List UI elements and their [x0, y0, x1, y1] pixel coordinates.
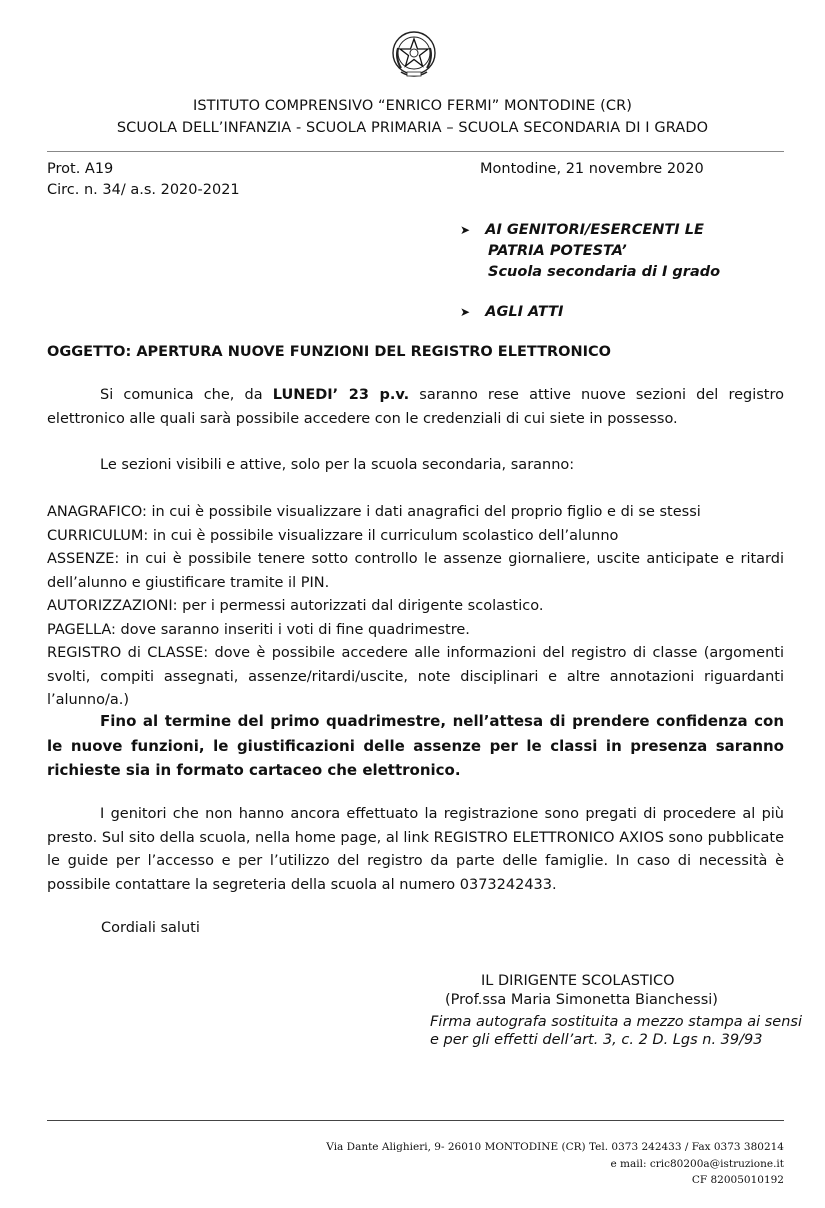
recipient-records [460, 302, 563, 323]
place-date: Montodine, 21 novembre 2020 [480, 161, 704, 177]
section-item: ANAGRAFICO: in cui è possibile visualizzare i dati anagrafici del proprio figlio e di se stessi [47, 504, 701, 520]
recipient-line: AGLI ATTI [485, 304, 564, 320]
recipient-line: Scuola secondaria di I grado [488, 264, 721, 280]
registration-paragraph: I genitori che non hanno ancora effettuato la registrazione sono pregati di procedere al più presto. Sul sito della scuola, nella home page, al link REGISTRO ELETTRONICO AXIOS sono pubblicate le guide per l’accesso e per l’utilizzo del registro da parte delle famiglie. In caso di necessità è possibile contattare la segreteria della scuola al numero 0373242433. [47, 806, 784, 893]
protocol-number: Prot. A19 [47, 161, 114, 177]
recipient-line: AI GENITORI/ESERCENTI LE [485, 222, 704, 238]
school-levels: SCUOLA DELL’INFANZIA - SCUOLA PRIMARIA – SCUOLA SECONDARIA DI I GRADO [116, 120, 709, 136]
section-item: AUTORIZZAZIONI: per i permessi autorizzati dal dirigente scolastico. [47, 598, 544, 614]
signature-note-line: e per gli effetti dell’art. 3, c. 2 D. Lgs n. 39/93 [430, 1032, 763, 1048]
arrowhead-bullet-icon: ➤ [460, 305, 471, 319]
footer-tax-code: CF 82005010192 [691, 1174, 784, 1186]
section-item: PAGELLA: dove saranno inseriti i voti di fine quadrimestre. [47, 621, 470, 638]
start-date-highlight: LUNEDI’ 23 p.v. [272, 387, 410, 403]
footer-email: e mail: cric80200a@istruzione.it [610, 1157, 784, 1170]
signature-note-line: Firma autografa sostituita a mezzo stampa ai sensi [430, 1014, 802, 1030]
footer-divider [47, 1120, 784, 1121]
signatory-title: IL DIRIGENTE SCOLASTICO [481, 973, 675, 989]
arrowhead-bullet-icon: ➤ [460, 223, 471, 237]
closing-greeting: Cordiali saluti [101, 920, 200, 936]
footer-address: Via Dante Alighieri, 9- 26010 MONTODINE (CR) Tel. 0373 242433 / Fax 0373 380214 [326, 1141, 784, 1153]
recipient-parents [460, 220, 720, 283]
section-item: REGISTRO di CLASSE: dove è possibile accedere alle informazioni del registro di classe (argomenti svolti, compiti assegnati, assenze/ritardi/uscite, note disciplinari e altre annotazioni riguardanti l’alunno/a.) [47, 645, 784, 708]
section-item: CURRICULUM: in cui è possibile visualizzare il curriculum scolastico dell’alunno [47, 527, 619, 544]
section-item: ASSENZE: in cui è possibile tenere sotto controllo le assenze giornaliere, uscite anticipate e ritardi dell’alunno e giustificare tramite il PIN. [47, 551, 784, 591]
circular-number: Circ. n. 34/ a.s. 2020-2021 [47, 182, 240, 198]
sections-list [47, 501, 784, 713]
sections-intro: Le sezioni visibili e attive, solo per la scuola secondaria, saranno: [100, 457, 575, 473]
recipient-line: PATRIA POTESTA’ [488, 243, 627, 259]
signature-note [430, 1013, 802, 1049]
subject-line: OGGETTO: APERTURA NUOVE FUNZIONI DEL REGISTRO ELETTRONICO [47, 344, 611, 360]
justification-notice: Fino al termine del primo quadrimestre, nell’attesa di prendere confidenza con le nuove funzioni, le giustificazioni delle assenze per le classi in presenza saranno richieste sia in formato cartaceo che elettronico. [47, 712, 784, 779]
institute-name: ISTITUTO COMPRENSIVO “ENRICO FERMI” MONTODINE (CR) [192, 98, 633, 114]
intro-paragraph: Si comunica che, da LUNEDI’ 23 p.v. saranno rese attive nuove sezioni del registro elettronico alle quali sarà possibile accedere con le credenziali di cui siete in possesso. [47, 387, 784, 427]
footer-contacts [326, 1139, 784, 1189]
italian-republic-emblem-icon [389, 28, 439, 80]
signatory-name: (Prof.ssa Maria Simonetta Bianchessi) [445, 992, 718, 1008]
header-divider [47, 151, 784, 152]
